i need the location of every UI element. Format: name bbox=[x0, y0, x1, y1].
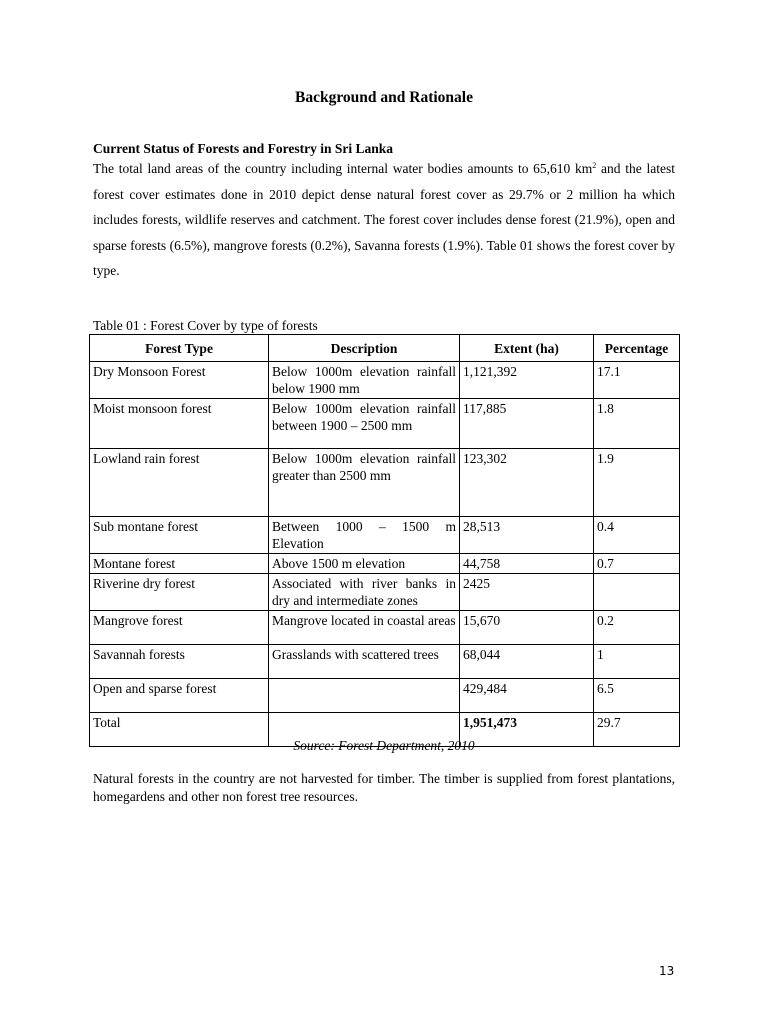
cell-total-percentage: 29.7 bbox=[594, 713, 680, 747]
cell-extent: 117,885 bbox=[460, 399, 594, 449]
cell-description: Associated with river banks in dry and intermediate zones bbox=[269, 574, 460, 611]
cell-forest-type: Montane forest bbox=[90, 554, 269, 574]
page-title: Background and Rationale bbox=[294, 89, 473, 106]
cell-forest-type: Mangrove forest bbox=[90, 611, 269, 645]
header-extent: Extent (ha) bbox=[460, 335, 594, 362]
cell-extent: 2425 bbox=[460, 574, 594, 611]
header-description: Description bbox=[269, 335, 460, 362]
cell-extent: 28,513 bbox=[460, 517, 594, 554]
table-caption: Table 01 : Forest Cover by type of forests bbox=[93, 318, 318, 333]
superscript-2: 2 bbox=[592, 161, 597, 170]
cell-percentage: 0.2 bbox=[594, 611, 680, 645]
cell-extent: 68,044 bbox=[460, 645, 594, 679]
cell-percentage: 1 bbox=[594, 645, 680, 679]
table-source: Source: Forest Department, 2010 bbox=[293, 738, 475, 753]
table-row bbox=[90, 645, 680, 679]
header-forest-type: Forest Type bbox=[90, 335, 269, 362]
cell-percentage: 0.4 bbox=[594, 517, 680, 554]
header-percentage: Percentage bbox=[594, 335, 680, 362]
intro-text-part1: The total land areas of the country including internal water bodies amounts to 65,610 km bbox=[93, 161, 593, 176]
cell-description: Below 1000m elevation rainfall between 1900 – 2500 mm bbox=[269, 399, 460, 449]
cell-forest-type: Dry Monsoon Forest bbox=[90, 362, 269, 399]
cell-percentage: 0.7 bbox=[594, 554, 680, 574]
page-number: 13 bbox=[659, 964, 675, 978]
table-row bbox=[90, 611, 680, 645]
cell-forest-type: Lowland rain forest bbox=[90, 449, 269, 517]
cell-extent: 1,121,392 bbox=[460, 362, 594, 399]
cell-description bbox=[269, 679, 460, 713]
table-row bbox=[90, 449, 680, 517]
forest-cover-table bbox=[89, 334, 680, 747]
table-row bbox=[90, 517, 680, 554]
cell-forest-type: Moist monsoon forest bbox=[90, 399, 269, 449]
intro-text-part2: and the latest forest cover estimates done in 2010 depict dense natural forest cover as 29.7% or 2 million ha which includes forests, wildlife reserves and catchment. The forest cover includes dense forest (21.9%), open and sparse forests (6.5%), mangrove forests (0.2%), Savanna forests (1.9%). Table 01 shows the forest cover by type. bbox=[93, 161, 675, 278]
cell-percentage bbox=[594, 574, 680, 611]
cell-percentage: 1.8 bbox=[594, 399, 680, 449]
closing-paragraph: Natural forests in the country are not harvested for timber. The timber is supplied from forest plantations, homegardens and other non forest tree resources. bbox=[93, 771, 675, 804]
table-header-row bbox=[90, 335, 680, 362]
cell-percentage: 1.9 bbox=[594, 449, 680, 517]
cell-forest-type: Open and sparse forest bbox=[90, 679, 269, 713]
cell-extent: 44,758 bbox=[460, 554, 594, 574]
cell-description: Mangrove located in coastal areas bbox=[269, 611, 460, 645]
section-heading: Current Status of Forests and Forestry in Sri Lanka bbox=[93, 141, 394, 156]
cell-description: Below 1000m elevation rainfall below 1900 mm bbox=[269, 362, 460, 399]
table-row bbox=[90, 362, 680, 399]
cell-percentage: 6.5 bbox=[594, 679, 680, 713]
cell-extent: 15,670 bbox=[460, 611, 594, 645]
cell-extent: 123,302 bbox=[460, 449, 594, 517]
table-row bbox=[90, 554, 680, 574]
cell-total-extent: 1,951,473 bbox=[460, 713, 594, 747]
cell-forest-type: Riverine dry forest bbox=[90, 574, 269, 611]
cell-description: Above 1500 m elevation bbox=[269, 554, 460, 574]
intro-paragraph bbox=[93, 156, 675, 284]
cell-forest-type: Savannah forests bbox=[90, 645, 269, 679]
cell-total-label: Total bbox=[90, 713, 269, 747]
cell-extent: 429,484 bbox=[460, 679, 594, 713]
cell-description: Below 1000m elevation rainfall greater than 2500 mm bbox=[269, 449, 460, 517]
cell-percentage: 17.1 bbox=[594, 362, 680, 399]
table-row bbox=[90, 399, 680, 449]
cell-description: Grasslands with scattered trees bbox=[269, 645, 460, 679]
table-row bbox=[90, 574, 680, 611]
table-row bbox=[90, 679, 680, 713]
cell-description: Between 1000 – 1500 m Elevation bbox=[269, 517, 460, 554]
cell-forest-type: Sub montane forest bbox=[90, 517, 269, 554]
